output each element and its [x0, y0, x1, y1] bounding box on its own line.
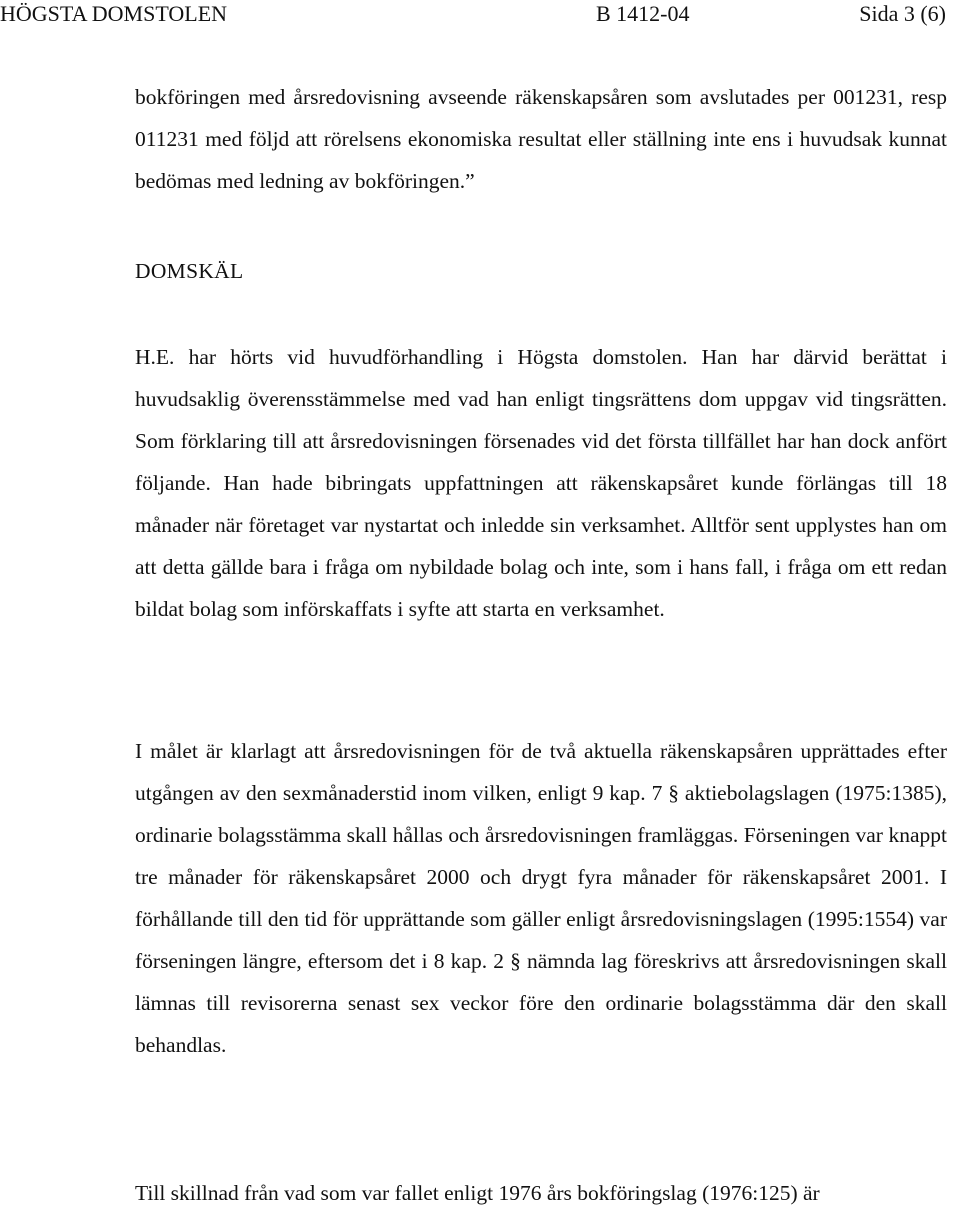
paragraph-findings: I målet är klarlagt att årsredovisningen för de två aktuella räkenskapsåren upprättades efter utgången av den sexmånaderstid inom vilken, enligt 9 kap. 7 § aktiebolagslagen (1975:1385), ordinarie bolagsstämma skall hållas och årsredovisningen framläggas. Förseningen var knappt tre månader för räkenskapsåret 2000 och drygt fyra månader för räkenskapsåret 2001. I förhållande till den tid för upprättande som gäller enligt årsredovisningslagen (1995:1554) var förseningen längre, eftersom det i 8 kap. 2 § nämnda lag föreskrivs att årsredovisningen skall lämnas till revisorerna senast sex veckor före den ordinarie bolagsstämma där den skall behandlas. — [135, 739, 947, 1057]
case-number: B 1412-04 — [596, 1, 690, 26]
paragraph-quote-end: bokföringen med årsredovisning avseende räkenskapsåren som avslutades per 001231, resp 011231 med följd att rörelsens ekonomiska resultat eller ställning inte ens i huvudsak kunnat bedömas med ledning av bokföringen.” — [135, 85, 947, 193]
page-number: Sida 3 (6) — [859, 1, 946, 26]
page-header — [0, 0, 960, 30]
paragraph-testimony: H.E. har hörts vid huvudförhandling i Högsta domstolen. Han har därvid berättat i huvudsaklig överensstämmelse med vad han enligt tingsrättens dom uppgav vid tingsrätten. Som förklaring till att årsredovisningen försenades vid det första tillfället har han dock anfört följande. Han hade bibringats uppfattningen att räkenskapsåret kunde förlängas till 18 månader när företaget var nystartat och inledde sin verksamhet. Alltför sent upplystes han om att detta gällde bara i fråga om nybildade bolag och inte, som i hans fall, i fråga om ett redan bildat bolag som införskaffats i syfte att starta en verksamhet. — [135, 345, 947, 621]
section-heading: DOMSKÄL — [135, 259, 244, 283]
court-name: HÖGSTA DOMSTOLEN — [0, 1, 228, 26]
paragraph-continued: Till skillnad från vad som var fallet enligt 1976 års bokföringslag (1976:125) är — [135, 1181, 820, 1205]
